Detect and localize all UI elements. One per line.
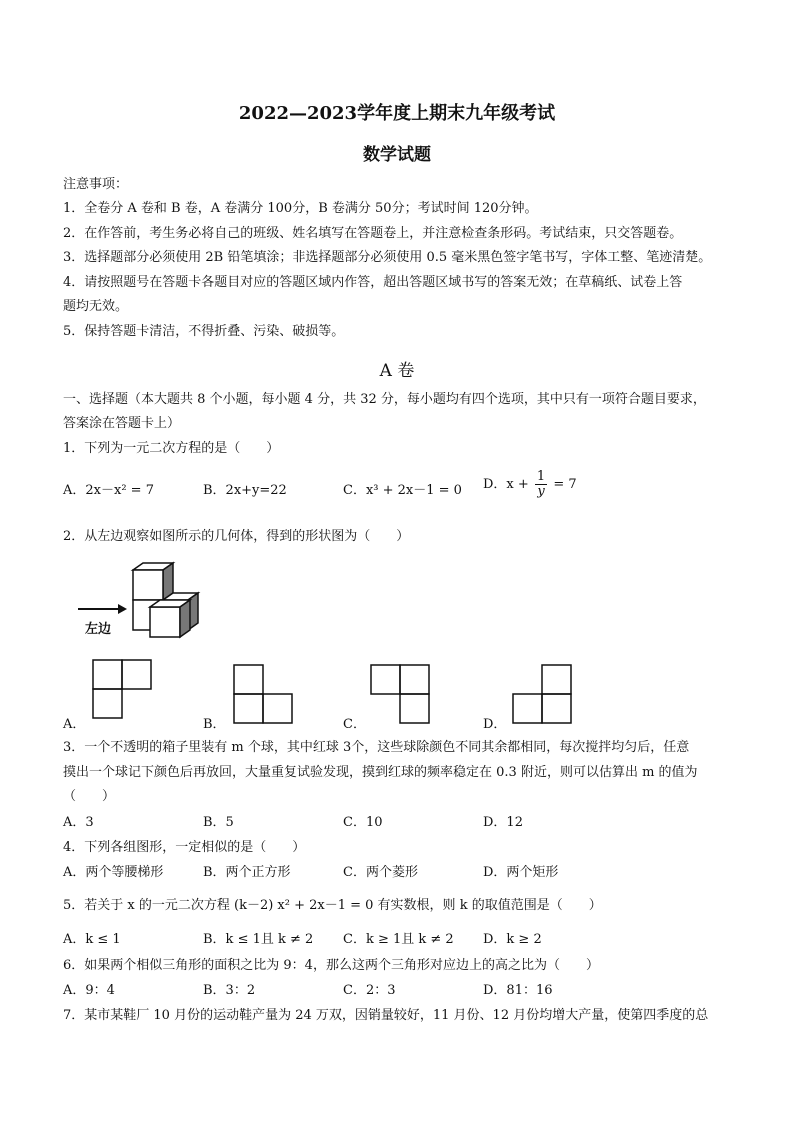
q2-option-c-shape [370, 664, 432, 726]
q4-option-d: D．两个矩形 [483, 865, 559, 880]
q3-stem-line2: 摸出一个球记下颜色后再放回，大量重复试验发现，摸到红球的频率稳定在 0.3 附近，则可以估算出 m 的值为 [63, 765, 698, 780]
q3-option-d: D．12 [483, 815, 523, 830]
note-item-2: 2．在作答前，考生务必将自己的班级、姓名填写在答题卷上，并注意检查条形码。考试结束，只交答题卷。 [63, 226, 683, 241]
q2-option-c: C． [343, 717, 366, 732]
q1-option-b: B．2x+y=22 [203, 483, 287, 498]
exam-title: 2022—2023学年度上期末九年级考试 [238, 103, 556, 124]
q3-stem-line3: （ ） [63, 789, 116, 804]
q4-option-c: C．两个菱形 [343, 865, 418, 880]
q1-d-suffix: = 7 [553, 477, 577, 492]
q4-stem: 4．下列各组图形，一定相似的是（ ） [63, 840, 306, 855]
q6-option-a: A．9：4 [63, 983, 115, 998]
q2-option-b: B． [203, 717, 226, 732]
section-a-heading: A 卷 [379, 361, 415, 381]
q5-stem: 5．若关于 x 的一元二次方程 (k－2) x² + 2x－1 = 0 有实数根，则 k 的取值范围是（ ） [63, 898, 602, 913]
note-item-1: 1．全卷分 A 卷和 B 卷，A 卷满分 100分，B 卷满分 50分；考试时间 120分钟。 [63, 201, 538, 216]
q3-stem-line1: 3．一个不透明的箱子里装有 m 个球，其中红球 3个，这些球除颜色不同其余都相同，每次搅拌均匀后，任意 [63, 740, 690, 755]
q7-stem: 7．某市某鞋厂 10 月份的运动鞋产量为 24 万双，因销量较好，11 月份、12 月份均增大产量，使第四季度的总 [63, 1008, 709, 1023]
part1-intro: 一、选择题（本大题共 8 个小题，每小题 4 分，共 32 分，每小题均有四个选项，其中只有一项符合题目要求， [63, 392, 706, 407]
q5-option-d: D．k ≥ 2 [483, 932, 542, 947]
q4-option-a: A．两个等腰梯形 [63, 865, 164, 880]
q2-option-a-shape [92, 659, 154, 721]
q3-option-b: B．5 [203, 815, 234, 830]
q1-option-a: A．2x－x² = 7 [63, 483, 154, 498]
q2-option-b-shape [233, 664, 295, 726]
q5-option-a: A．k ≤ 1 [63, 932, 121, 947]
q2-option-d: D． [483, 717, 507, 732]
notes-heading: 注意事项： [63, 177, 129, 192]
q1-stem: 1．下列为一元二次方程的是（ ） [63, 441, 280, 456]
q6-stem: 6．如果两个相似三角形的面积之比为 9：4，那么这两个三角形对应边上的高之比为（ ） [63, 958, 599, 973]
q1-d-fraction [535, 470, 547, 499]
part1-intro-cont: 答案涂在答题卡上） [63, 416, 181, 431]
q1-option-d [483, 470, 577, 499]
note-item-4-cont: 题均无效。 [63, 299, 129, 314]
q2-stem: 2．从左边观察如图所示的几何体，得到的形状图为（ ） [63, 529, 410, 544]
q5-option-c: C．k ≥ 1且 k ≠ 2 [343, 932, 454, 947]
q6-option-b: B．3：2 [203, 983, 256, 998]
q6-option-d: D．81：16 [483, 983, 553, 998]
q3-option-c: C．10 [343, 815, 383, 830]
note-item-4: 4．请按照题号在答题卡各题目对应的答题区域内作答，超出答题区域书写的答案无效；在草稿纸、试卷上答 [63, 275, 683, 290]
q2-arrow-label: 左边 [85, 622, 112, 637]
q4-option-b: B．两个正方形 [203, 865, 291, 880]
q1-option-c: C．x³ + 2x－1 = 0 [343, 483, 462, 498]
q1-d-denominator: y [537, 484, 545, 499]
q1-d-prefix: D．x + [483, 477, 529, 492]
q5-option-b: B．k ≤ 1且 k ≠ 2 [203, 932, 314, 947]
q2-option-d-shape [512, 664, 574, 726]
q3-option-a: A．3 [63, 815, 94, 830]
note-item-3: 3．选择题部分必须使用 2B 铅笔填涂；非选择题部分必须使用 0.5 毫米黑色签字笔书写，字体工整、笔迹清楚。 [63, 250, 712, 265]
q2-option-a: A． [63, 717, 86, 732]
q6-option-c: C．2：3 [343, 983, 396, 998]
exam-subtitle: 数学试题 [363, 145, 431, 165]
note-item-5: 5．保持答题卡清洁，不得折叠、污染、破损等。 [63, 324, 345, 339]
q1-d-numerator: 1 [536, 469, 546, 484]
